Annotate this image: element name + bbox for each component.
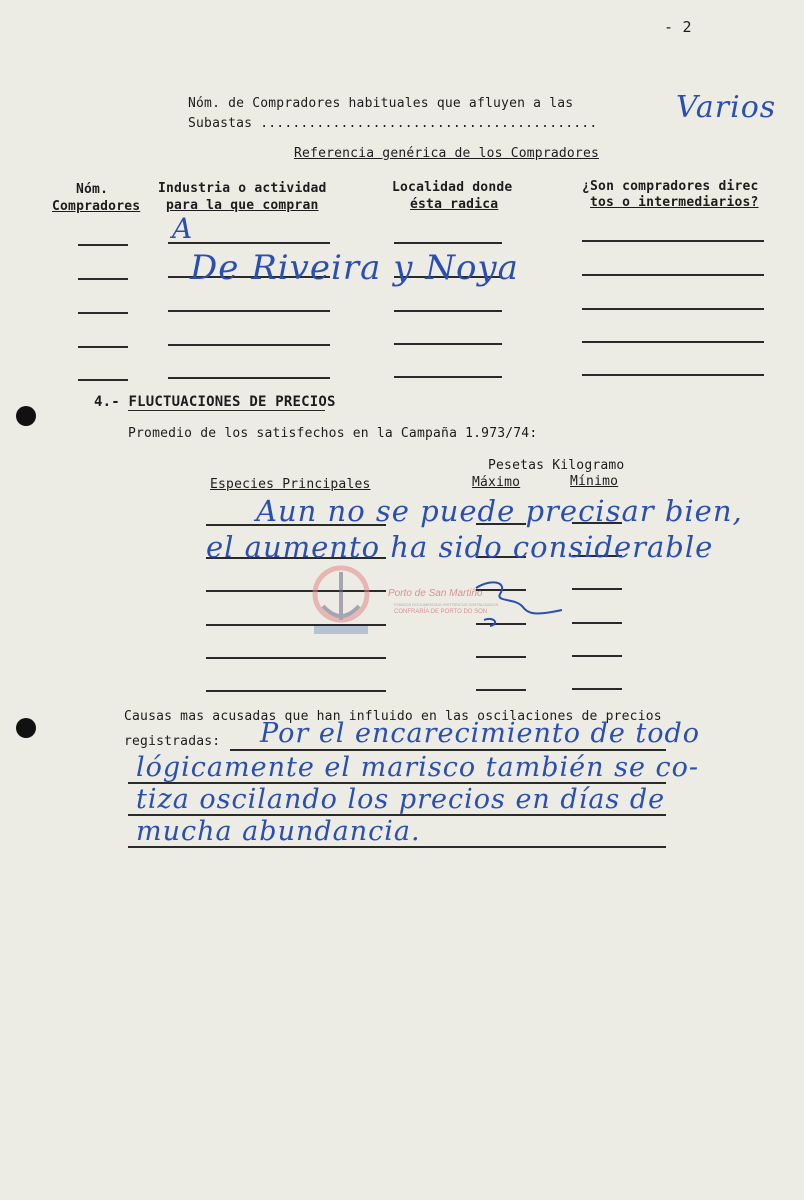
handwritten-cause-4: mucha abundancia. bbox=[136, 816, 421, 847]
col-locality-header: Localidad donde bbox=[392, 180, 513, 195]
handwritten-buyers-origin: De Riveira y Noya bbox=[190, 248, 519, 288]
handwritten-cause-2: lógicamente el marisco también se co- bbox=[136, 752, 699, 783]
handwritten-cause-3: tiza oscilando los precios en días de bbox=[136, 784, 666, 815]
punch-hole-bottom bbox=[16, 718, 36, 738]
handwritten-price-note-2: el aumento ha sido considerable bbox=[206, 530, 714, 564]
col-industry-header: Industria o actividad bbox=[158, 181, 327, 196]
col-type-header: ¿Son compradores direc bbox=[582, 179, 759, 194]
reference-title: Referencia genérica de los Compradores bbox=[294, 146, 600, 161]
buyers-question-line1: Nóm. de Compradores habituales que afluyen a las bbox=[188, 96, 574, 111]
handwritten-buyers-count: Varios bbox=[676, 90, 777, 125]
causes-question-line1: Causas mas acusadas que han influido en las oscilaciones de precios bbox=[124, 709, 662, 724]
page-number: - 2 bbox=[664, 18, 692, 36]
col-industry-header-2: para la que compran bbox=[166, 198, 319, 213]
col-locality-header-2: ésta radica bbox=[410, 197, 499, 212]
handwritten-cause-1: Por el encarecimiento de todo bbox=[260, 718, 701, 749]
handwritten-mark: A bbox=[172, 212, 194, 245]
col-num-header: Nóm. bbox=[76, 182, 109, 197]
watermark-subtitle: FONDOS DOCUMENTAIS HISTÓRICOS DIXITALIZADOS bbox=[394, 602, 499, 607]
col-max-header: Máximo bbox=[472, 475, 521, 490]
punch-hole-top bbox=[16, 406, 36, 426]
handwritten-price-note-1: Aun no se puede precisar bien, bbox=[256, 494, 743, 528]
watermark-brand: Porto de San Martiño bbox=[388, 588, 483, 599]
anchor-logo-icon bbox=[308, 560, 374, 640]
watermark-org: CONFRARÍA DE PORTO DO SON bbox=[394, 609, 488, 615]
section-4-underline bbox=[128, 410, 325, 411]
section-4-title: 4.- FLUCTUACIONES DE PRECIOS bbox=[94, 394, 336, 410]
col-species-header: Especies Principales bbox=[210, 477, 371, 492]
col-type-header-2: tos o intermediarios? bbox=[590, 195, 759, 210]
archive-watermark bbox=[308, 560, 508, 640]
average-caption: Promedio de los satisfechos en la Campaña 1.973/74: bbox=[128, 426, 538, 441]
col-num-header-2: Compradores bbox=[52, 199, 141, 214]
causes-question-line2: registradas: bbox=[124, 734, 221, 749]
buyers-question-line2: Subastas .......................................... bbox=[188, 116, 598, 131]
pesetas-kilogram-label: Pesetas Kilogramo bbox=[488, 458, 625, 473]
col-min-header: Mínimo bbox=[570, 474, 619, 489]
